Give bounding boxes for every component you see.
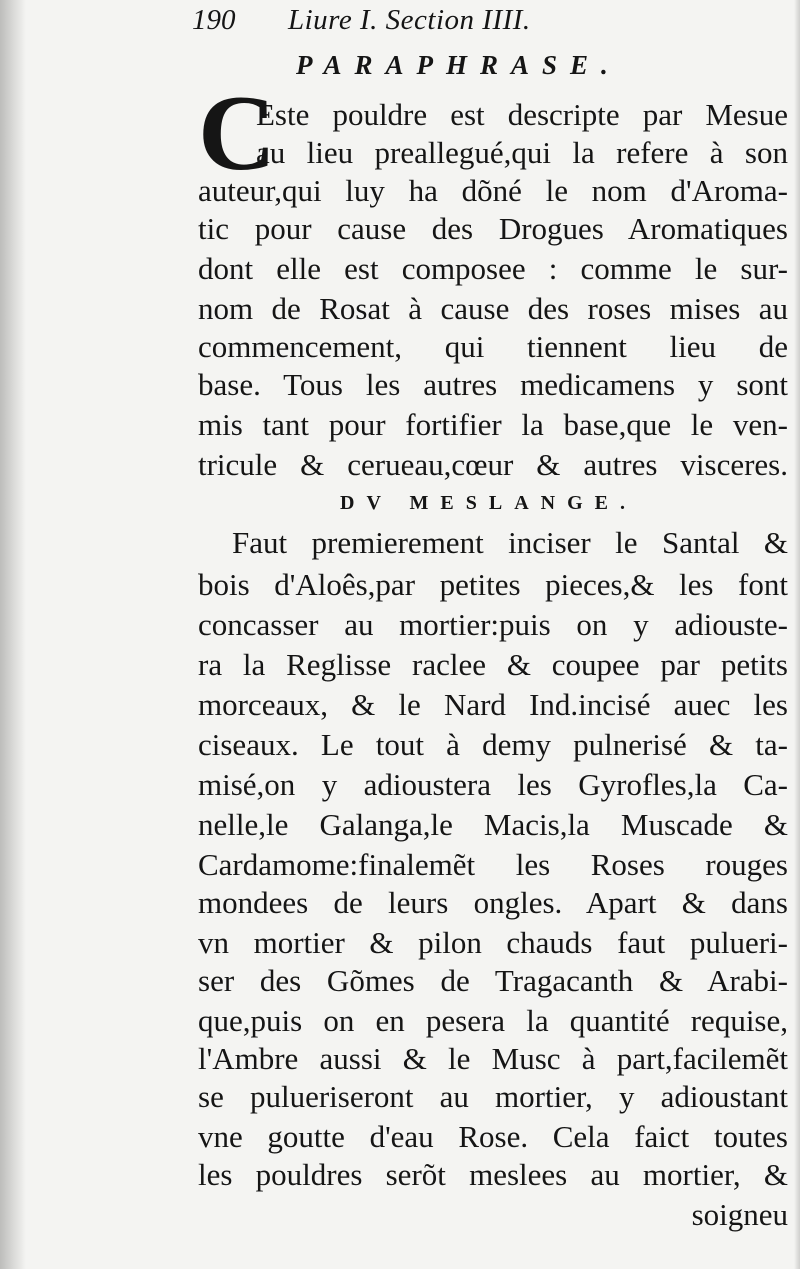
meslange-line: mondees de leurs ongles. Apart & dans xyxy=(198,885,788,920)
paraphrase-line: Este pouldre est descripte par Mesue xyxy=(256,97,788,132)
meslange-line: l'Ambre aussi & le Musc à part,facilemẽt xyxy=(198,1041,788,1076)
catchword: soigneu xyxy=(691,1197,788,1232)
subheading: DV MESLANGE. xyxy=(340,492,637,514)
page-gutter-shadow xyxy=(0,0,26,1269)
meslange-line: morceaux, & le Nard Ind.incisé auec les xyxy=(198,687,788,722)
meslange-line: que,puis on en pesera la quantité requise, xyxy=(198,1003,788,1038)
meslange-line: concasser au mortier:puis on y adiouste- xyxy=(198,607,788,642)
meslange-line: vne goutte d'eau Rose. Cela faict toutes xyxy=(198,1119,788,1154)
paraphrase-line: commencement, qui tiennent lieu de xyxy=(198,329,788,364)
meslange-line: les pouldres serõt meslees au mortier, & xyxy=(198,1157,788,1192)
drop-cap: C xyxy=(198,74,276,193)
meslange-line: Cardamome:finalemẽt les Roses rouges xyxy=(198,847,788,882)
page-number: 190 xyxy=(192,4,236,36)
meslange-line: bois d'Aloês,par petites pieces,& les font xyxy=(198,567,788,602)
meslange-line: nelle,le Galanga,le Macis,la Muscade & xyxy=(198,807,788,842)
meslange-line: ra la Reglisse raclee & coupee par petits xyxy=(198,647,788,682)
page-edge-shadow xyxy=(794,0,800,1269)
section-heading: PARAPHRASE. xyxy=(296,50,621,80)
paraphrase-line: base. Tous les autres medicamens y sont xyxy=(198,367,788,402)
paraphrase-line: auteur,qui luy ha dõné le nom d'Aroma- xyxy=(198,173,788,208)
paraphrase-line: mis tant pour fortifier la base,que le ven- xyxy=(198,407,788,442)
paraphrase-line: dont elle est composee : comme le sur- xyxy=(198,251,788,286)
meslange-line: ciseaux. Le tout à demy pulnerisé & ta- xyxy=(198,727,788,762)
meslange-line: se pulueriseront au mortier, y adioustant xyxy=(198,1079,788,1114)
paraphrase-line: tricule & cerueau,cœur & autres visceres. xyxy=(198,447,788,482)
meslange-line: misé,on y adioustera les Gyrofles,la Ca- xyxy=(198,767,788,802)
paraphrase-line: au lieu preallegué,qui la refere à son xyxy=(256,135,788,170)
running-title: Liure I. Section IIII. xyxy=(288,4,531,36)
meslange-line: vn mortier & pilon chauds faut pulueri- xyxy=(198,925,788,960)
paraphrase-line: nom de Rosat à cause des roses mises au xyxy=(198,291,788,326)
meslange-line: Faut premierement inciser le Santal & xyxy=(232,525,788,560)
paraphrase-line: tic pour cause des Drogues Aromatiques xyxy=(198,211,788,246)
running-head xyxy=(192,4,662,38)
meslange-line: ser des Gõmes de Tragacanth & Arabi- xyxy=(198,963,788,998)
